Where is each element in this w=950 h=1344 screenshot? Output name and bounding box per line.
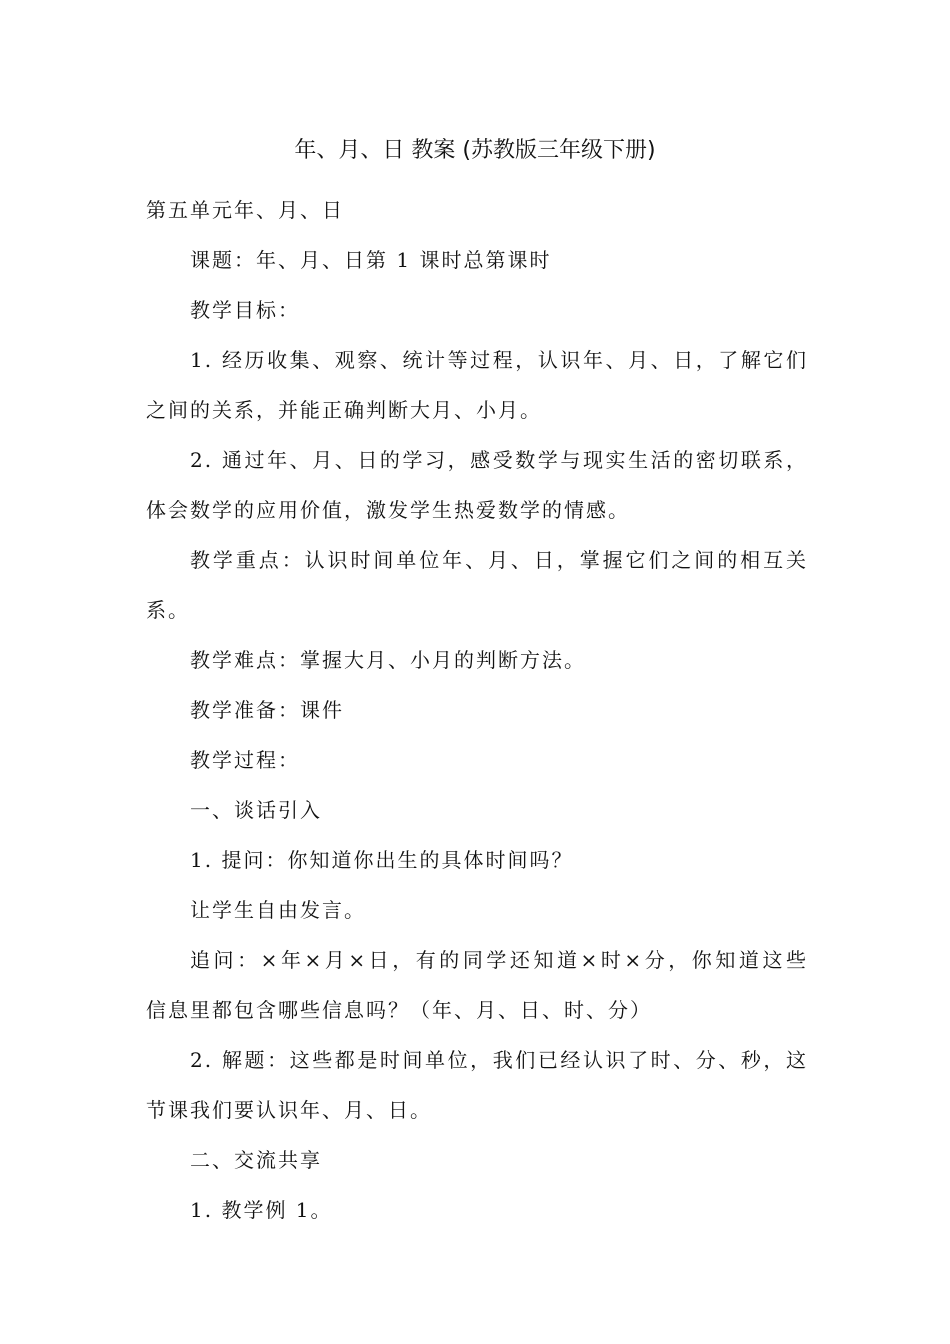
document-body: [146, 185, 808, 1235]
key-points-line-2: 系。: [146, 598, 190, 622]
section-2-heading: 二、交流共享: [190, 1148, 322, 1172]
follow-up-line-2: 信息里都包含哪些信息吗？（年、月、日、时、分）: [146, 998, 652, 1022]
document-title: 年、月、日 教案 (苏教版三年级下册): [294, 138, 656, 163]
students-speak: 让学生自由发言。: [190, 898, 366, 922]
objective-1-line-2: 之间的关系，并能正确判断大月、小月。: [146, 398, 542, 422]
lesson-topic: 课题：年、月、日第 1 课时总第课时: [190, 248, 552, 272]
example-1: 1. 教学例 1。: [190, 1198, 333, 1222]
objective-2-line-1: 2. 通过年、月、日的学习，感受数学与现实生活的密切联系，: [190, 448, 808, 472]
process-heading: 教学过程：: [190, 748, 300, 772]
objectives-heading: 教学目标：: [190, 298, 300, 322]
unit-heading: 第五单元年、月、日: [146, 198, 344, 222]
question-1: 1. 提问：你知道你出生的具体时间吗？: [190, 848, 574, 872]
preparation: 教学准备：课件: [190, 698, 344, 722]
section-1-heading: 一、谈话引入: [190, 798, 322, 822]
objective-2-line-2: 体会数学的应用价值，激发学生热爱数学的情感。: [146, 498, 630, 522]
topic-explanation-line-2: 节课我们要认识年、月、日。: [146, 1098, 432, 1122]
key-points-line-1: 教学重点：认识时间单位年、月、日，掌握它们之间的相互关: [190, 548, 808, 572]
objective-1-line-1: 1. 经历收集、观察、统计等过程，认识年、月、日，了解它们: [190, 348, 808, 372]
topic-explanation-line-1: 2. 解题：这些都是时间单位，我们已经认识了时、分、秒，这: [190, 1048, 808, 1072]
follow-up-line-1: 追问：×年×月×日，有的同学还知道×时×分，你知道这些: [190, 948, 808, 972]
difficulties: 教学难点：掌握大月、小月的判断方法。: [190, 648, 586, 672]
